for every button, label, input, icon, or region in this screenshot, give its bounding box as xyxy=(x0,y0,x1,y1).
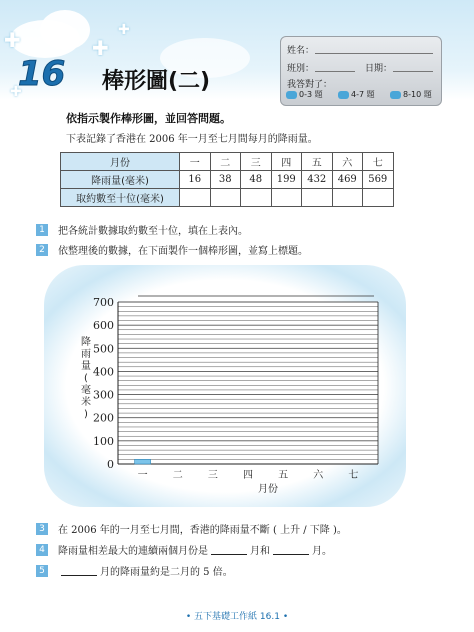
y-axis-label: 毫 xyxy=(81,385,91,396)
month-cell: 一 xyxy=(180,153,211,171)
rainfall-cell: 16 xyxy=(180,171,211,189)
month-cell: 三 xyxy=(241,153,272,171)
question-4 xyxy=(36,542,332,557)
rainfall-cell: 48 xyxy=(241,171,272,189)
rainfall-cell: 469 xyxy=(332,171,363,189)
y-tick-label: 600 xyxy=(93,319,114,333)
rainfall-cell: 569 xyxy=(363,171,394,189)
y-tick-label: 200 xyxy=(93,411,114,425)
x-tick-label: 四 xyxy=(243,470,253,481)
question-5 xyxy=(36,563,233,578)
y-tick-label: 100 xyxy=(93,434,114,448)
rainfall-cell: 432 xyxy=(302,171,333,189)
y-tick-label: 300 xyxy=(93,388,114,402)
month-cell: 四 xyxy=(271,153,302,171)
y-axis-label: 雨 xyxy=(81,349,91,360)
lesson-number: 16 xyxy=(18,54,66,94)
y-axis-label: 米 xyxy=(81,397,91,408)
y-axis-label: ( xyxy=(84,373,88,384)
month-cell: 七 xyxy=(363,153,394,171)
x-tick-label: 二 xyxy=(172,470,183,481)
y-tick-label: 500 xyxy=(93,342,114,356)
question-text: 把各統計數據取約數至十位，填在上表內。 xyxy=(58,226,248,237)
class-label: 班別： xyxy=(287,64,315,74)
rounded-header: 取約數至十位(毫米) xyxy=(61,189,180,207)
y-tick-label: 0 xyxy=(107,458,114,471)
question-text: 月的降雨量約是二月的 5 倍。 xyxy=(100,567,233,578)
answer-blank[interactable] xyxy=(273,544,309,555)
question-3 xyxy=(36,521,347,536)
puzzle-icon: ✚ xyxy=(118,22,130,38)
plot-area xyxy=(118,302,378,464)
footer xyxy=(0,609,474,622)
puzzle-icon: ✚ xyxy=(10,84,22,100)
answer-blank[interactable] xyxy=(211,544,247,555)
score-range-label: 0-3 題 xyxy=(299,90,323,99)
description-text: 下表記錄了香港在 2006 年一月至七月間每月的降雨量。 xyxy=(66,134,318,145)
question-text: 依整理後的數據，在下面製作一個棒形圖，並寫上標題。 xyxy=(58,246,308,257)
answer-blank[interactable] xyxy=(61,565,97,576)
y-axis-label: 量 xyxy=(81,361,91,372)
y-tick-label: 400 xyxy=(93,365,114,379)
x-axis-label: 月份 xyxy=(258,484,278,495)
question-text: 在 2006 年的一月至七月間，香港的降雨量不斷 ( 上升 / 下降 )。 xyxy=(58,525,347,536)
name-label: 姓名： xyxy=(287,46,315,56)
y-axis-label: ) xyxy=(84,409,88,420)
rainfall-cell: 199 xyxy=(271,171,302,189)
month-cell: 六 xyxy=(332,153,363,171)
date-label: 日期： xyxy=(365,64,393,74)
correct-label: 我答對了： xyxy=(287,80,333,90)
question-number: 4 xyxy=(36,544,48,556)
instruction-text: 依指示製作棒形圖，並回答問題。 xyxy=(66,112,231,125)
score-range-label: 8-10 題 xyxy=(403,90,432,99)
lesson-title: 棒形圖(二) xyxy=(102,69,211,94)
question-text-after: 月。 xyxy=(312,546,332,557)
question-number: 3 xyxy=(36,523,48,535)
x-tick-label: 五 xyxy=(278,470,289,481)
question-text-middle: 月和 xyxy=(250,546,270,557)
y-axis-label: 降 xyxy=(81,337,91,348)
score-range-label: 4-7 題 xyxy=(351,90,375,99)
bar xyxy=(135,459,151,464)
question-number: 5 xyxy=(36,565,48,577)
rainfall-cell: 38 xyxy=(210,171,241,189)
x-tick-label: 一 xyxy=(137,470,148,481)
footer-dot-icon: • xyxy=(282,612,289,622)
puzzle-icon: ✚ xyxy=(92,36,109,60)
puzzle-icon: ✚ xyxy=(4,28,21,52)
question-number: 1 xyxy=(36,224,48,236)
month-cell: 二 xyxy=(210,153,241,171)
rainfall-header: 降雨量(毫米) xyxy=(61,171,180,189)
x-tick-label: 六 xyxy=(313,470,324,481)
month-header: 月份 xyxy=(61,153,180,171)
x-tick-label: 七 xyxy=(348,470,359,481)
question-number: 2 xyxy=(36,244,48,256)
month-cell: 五 xyxy=(302,153,333,171)
x-tick-label: 三 xyxy=(207,470,218,481)
footer-text: 五下基礎工作紙 16.1 xyxy=(194,612,280,622)
question-text-before: 降雨量相差最大的連續兩個月份是 xyxy=(58,546,208,557)
y-tick-label: 700 xyxy=(93,296,114,309)
footer-dot-icon: • xyxy=(185,612,192,622)
